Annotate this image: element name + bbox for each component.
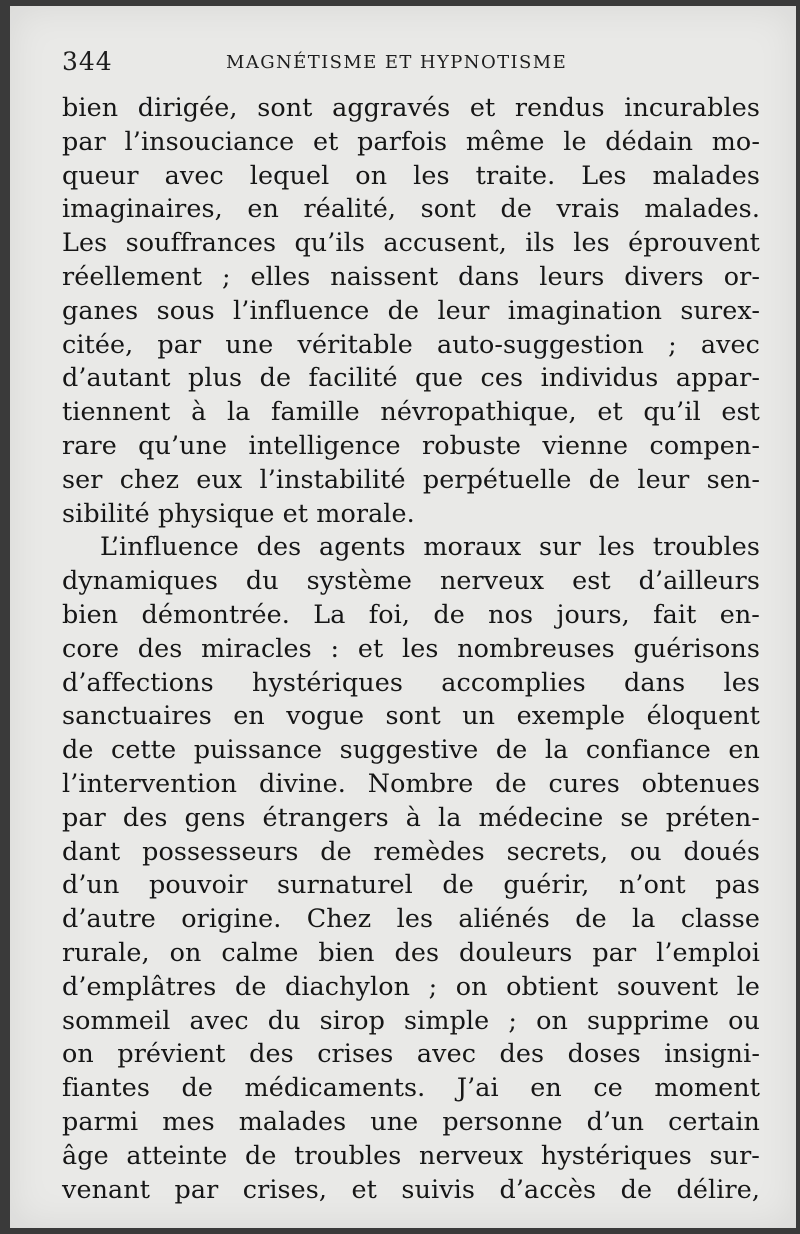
text-line: rare qu’une intelligence robuste vienne compen- xyxy=(62,429,760,460)
text-line: Les souffrances qu’ils accusent, ils les éprouvent xyxy=(62,227,760,258)
body-text xyxy=(62,91,760,1206)
text-line: venant par crises, et suivis d’accès de délire, xyxy=(62,1173,760,1204)
text-line: par l’insouciance et parfois même le dédain mo- xyxy=(62,125,760,156)
text-line: L’influence des agents moraux sur les troubles xyxy=(100,531,760,562)
text-line: rurale, on calme bien des douleurs par l’emploi xyxy=(62,936,760,967)
text-line: par des gens étrangers à la médecine se préten- xyxy=(62,801,760,832)
text-line: fiantes de médicaments. J’ai en ce moment xyxy=(62,1072,760,1103)
text-line: citée, par une véritable auto-suggestion ; avec xyxy=(62,328,760,359)
text-line: d’autant plus de facilité que ces individus appar- xyxy=(62,362,760,393)
page-number: 344 xyxy=(62,47,113,76)
book-page xyxy=(10,6,796,1228)
text-line: bien démontrée. La foi, de nos jours, fait en- xyxy=(62,598,760,629)
running-title: MAGNÉTISME ET HYPNOTISME xyxy=(226,52,568,73)
text-line: d’un pouvoir surnaturel de guérir, n’ont pas xyxy=(62,869,760,900)
text-line: bien dirigée, sont aggravés et rendus incurables xyxy=(62,92,760,122)
text-line: de cette puissance suggestive de la confiance en xyxy=(62,734,760,765)
text-line: dant possesseurs de remèdes secrets, ou doués xyxy=(62,835,760,866)
paragraph xyxy=(62,530,760,1206)
text-line: d’affections hystériques accomplies dans les xyxy=(62,666,760,697)
text-line: on prévient des crises avec des doses insigni- xyxy=(62,1038,760,1069)
text-line: queur avec lequel on les traite. Les malades xyxy=(62,159,760,190)
text-line: d’autre origine. Chez les aliénés de la classe xyxy=(62,903,760,934)
text-line: sommeil avec du sirop simple ; on supprime ou xyxy=(62,1004,760,1035)
text-line: ser chez eux l’instabilité perpétuelle de leur sen- xyxy=(62,463,760,494)
text-line: âge atteinte de troubles nerveux hystériques sur- xyxy=(62,1139,760,1170)
text-line: sanctuaires en vogue sont un exemple éloquent xyxy=(62,700,760,731)
text-line: l’intervention divine. Nombre de cures obtenues xyxy=(62,767,760,798)
text-line: réellement ; elles naissent dans leurs divers or- xyxy=(62,260,760,291)
text-line: tiennent à la famille névropathique, et qu’il est xyxy=(62,396,760,427)
text-line: imaginaires, en réalité, sont de vrais malades. xyxy=(62,193,760,224)
paragraph xyxy=(62,91,760,530)
text-line: d’emplâtres de diachylon ; on obtient souvent le xyxy=(62,970,760,1001)
page-header xyxy=(62,47,762,77)
text-line: sibilité physique et morale. xyxy=(62,497,415,528)
text-line: ganes sous l’influence de leur imagination surex- xyxy=(62,294,760,325)
text-line: core des miracles : et les nombreuses guérisons xyxy=(62,632,760,663)
text-line: parmi mes malades une personne d’un certain xyxy=(62,1105,760,1136)
text-line: dynamiques du système nerveux est d’ailleurs xyxy=(62,565,760,596)
